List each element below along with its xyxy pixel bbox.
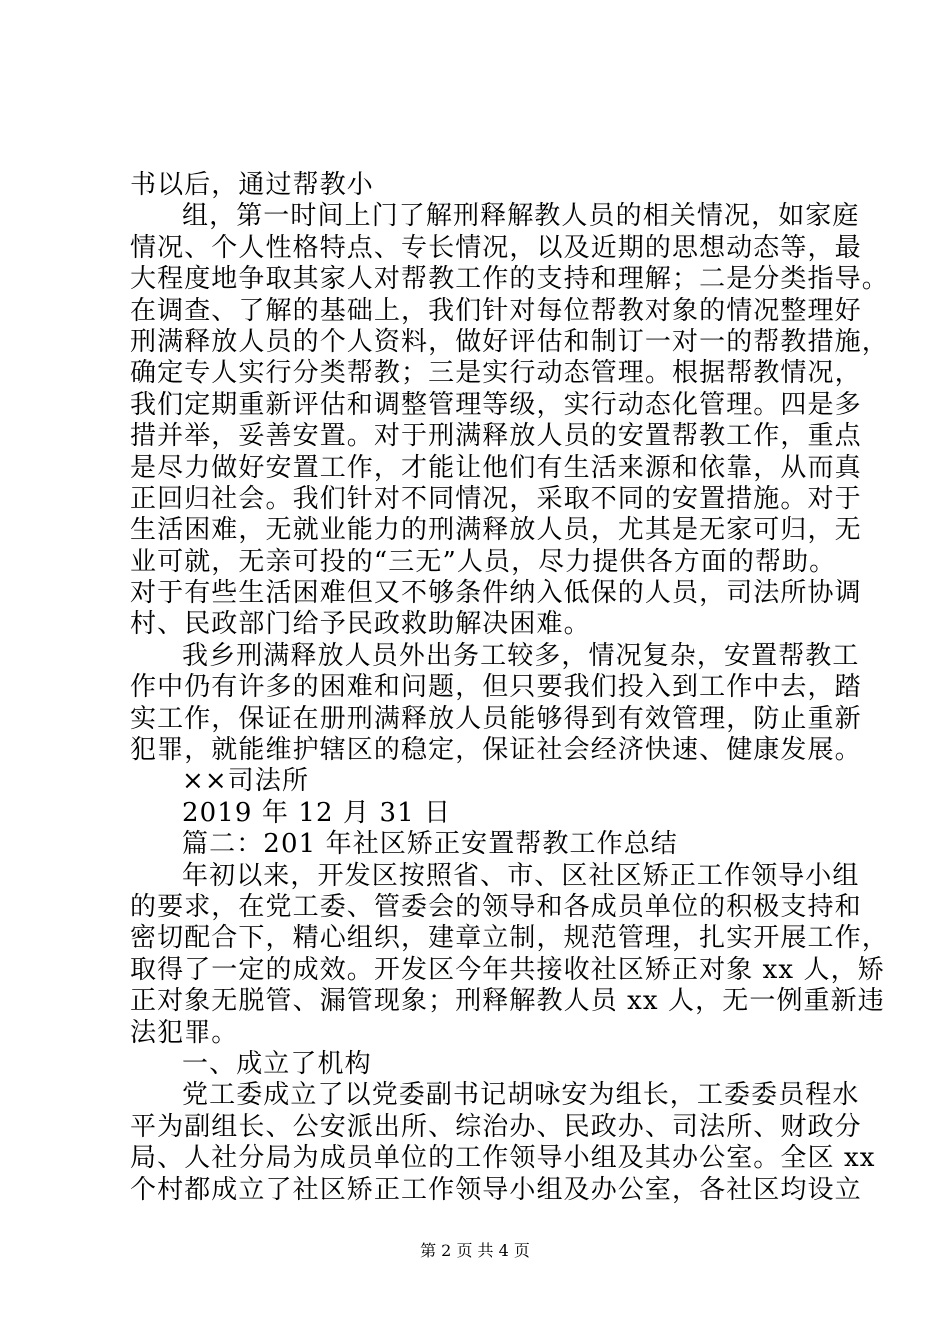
text-line: 个村都成立了社区矫正工作领导小组及办公室，各社区均设立 (130, 1174, 862, 1205)
text-line: 取得了一定的成效。开发区今年共接收社区矫正对象 xx 人，矫 (130, 954, 885, 985)
text-line: 对于有些生活困难但又不够条件纳入低保的人员，司法所协调 (130, 578, 862, 609)
text-line: 实工作，保证在册刑满释放人员能够得到有效管理，防止重新 (130, 703, 862, 734)
text-line: 局、人社分局为成员单位的工作领导小组及其办公室。全区 xx (130, 1143, 876, 1174)
text-line: 正回归社会。我们针对不同情况，采取不同的安置措施。对于 (130, 483, 862, 514)
text-line: 组，第一时间上门了解刑释解教人员的相关情况，如家庭 (182, 201, 860, 232)
text-line: ××司法所 (182, 766, 310, 797)
text-line: 正对象无脱管、漏管现象；刑释解教人员 xx 人，无一例重新违 (130, 986, 885, 1017)
text-line: 情况、个人性格特点、专长情况，以及近期的思想动态等，最 (130, 232, 862, 263)
text-line: 平为副组长、公安派出所、综治办、民政办、司法所、财政分 (130, 1111, 862, 1142)
text-line: 篇二：201 年社区矫正安置帮教工作总结 (182, 829, 678, 860)
text-line: 大程度地争取其家人对帮教工作的支持和理解；二是分类指导。 (130, 264, 889, 295)
text-line: 村、民政部门给予民政救助解决困难。 (130, 609, 591, 640)
text-line: 确定专人实行分类帮教；三是实行动态管理。根据帮教情况， (130, 358, 862, 389)
text-line: 年初以来，开发区按照省、市、区社区矫正工作领导小组 (182, 860, 860, 891)
text-line: 犯罪，就能维护辖区的稳定，保证社会经济快速、健康发展。 (130, 735, 862, 766)
text-line: 我们定期重新评估和调整管理等级，实行动态化管理。四是多 (130, 389, 862, 420)
text-line: 一、成立了机构 (182, 1048, 372, 1079)
text-line: 密切配合下，精心组织，建章立制，规范管理，扎实开展工作， (130, 923, 889, 954)
document-body (130, 170, 889, 1206)
text-line: 2019 年 12 月 31 日 (182, 797, 452, 828)
text-line: 是尽力做好安置工作，才能让他们有生活来源和依靠，从而真 (130, 452, 862, 483)
text-line: 在调查、了解的基础上，我们针对每位帮教对象的情况整理好 (130, 295, 862, 326)
page-footer: 第 2 页 共 4 页 (420, 1241, 530, 1260)
text-line: 刑满释放人员的个人资料，做好评估和制订一对一的帮教措施， (130, 326, 889, 357)
text-line: 法犯罪。 (130, 1017, 239, 1048)
text-line: 党工委成立了以党委副书记胡咏安为组长，工委委员程水 (182, 1080, 860, 1111)
text-line: 的要求，在党工委、管委会的领导和各成员单位的积极支持和 (130, 891, 862, 922)
text-line: 业可就，无亲可投的“三无”人员，尽力提供各方面的帮助。 (130, 546, 837, 577)
text-line: 作中仍有许多的困难和问题，但只要我们投入到工作中去，踏 (130, 672, 862, 703)
text-line: 我乡刑满释放人员外出务工较多，情况复杂，安置帮教工 (182, 640, 860, 671)
text-line: 书以后，通过帮教小 (130, 170, 374, 200)
text-line: 生活困难，无就业能力的刑满释放人员，尤其是无家可归，无 (130, 515, 862, 546)
text-line: 措并举，妥善安置。对于刑满释放人员的安置帮教工作，重点 (130, 421, 862, 452)
